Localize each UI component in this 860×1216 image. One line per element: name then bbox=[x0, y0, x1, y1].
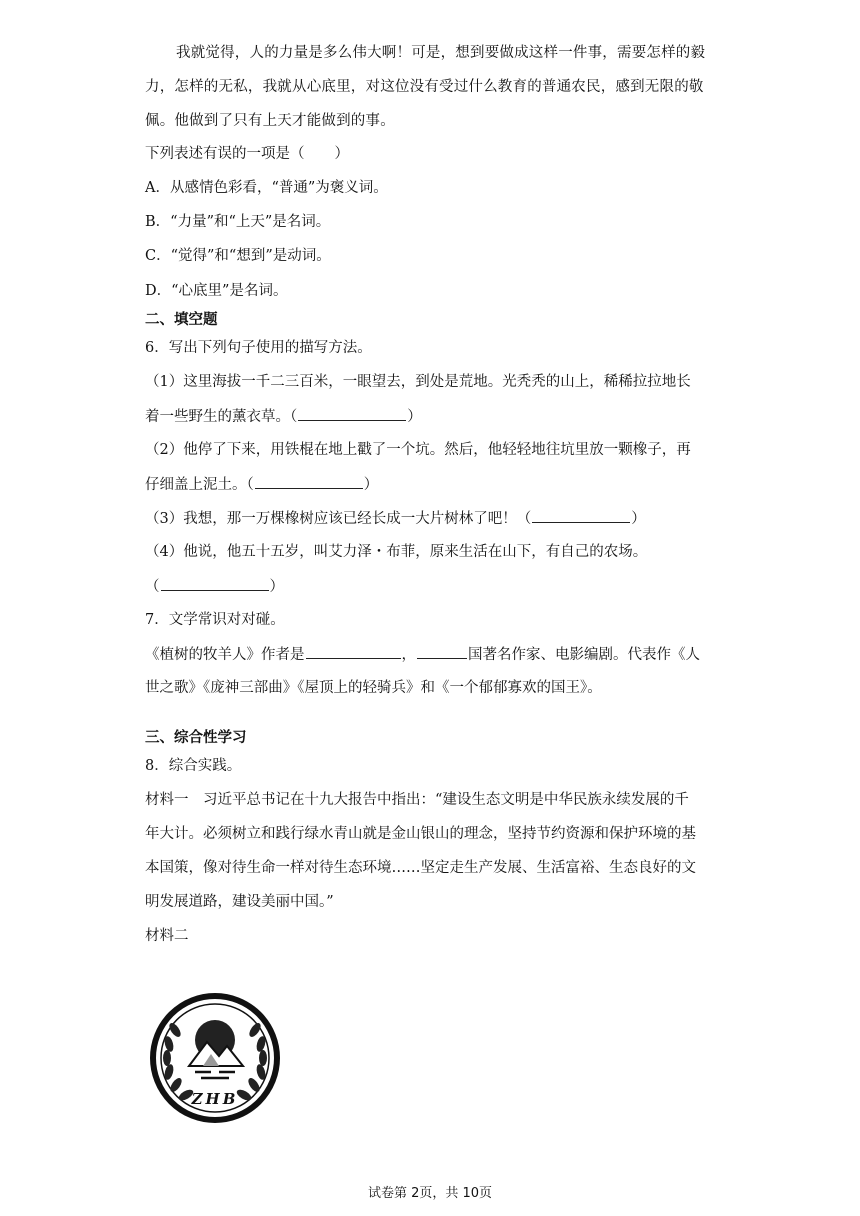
section-2-title: 二、填空题 bbox=[145, 311, 218, 328]
q6-item-3 bbox=[145, 508, 646, 529]
q6-item-4-line-2 bbox=[145, 576, 284, 597]
question-5-stem-prefix: 下列表述有误的一项是（ bbox=[145, 146, 305, 162]
answer-blank-7-author[interactable] bbox=[306, 644, 401, 659]
passage-line-2: 力，怎样的无私，我就从心底里，对这位没有受过什么教育的普通农民，感到无限的敬 bbox=[145, 79, 704, 95]
option-d: D．“心底里”是名词。 bbox=[145, 283, 288, 299]
answer-blank-6-1[interactable] bbox=[298, 406, 406, 421]
q6-item-4-open: （ bbox=[145, 579, 160, 595]
q7-line-1-a: 《植树的牧羊人》作者是 bbox=[145, 647, 305, 663]
question-6-stem: 6．写出下列句子使用的描写方法。 bbox=[145, 340, 372, 356]
answer-blank-7-country[interactable] bbox=[417, 644, 467, 659]
passage-line-1: 我就觉得，人的力量是多么伟大啊！可是，想到要做成这样一件事，需要怎样的毅 bbox=[176, 45, 706, 61]
q6-item-2-close: ） bbox=[363, 477, 379, 493]
material-1-line-4: 明发展道路，建设美丽中国。” bbox=[145, 894, 334, 910]
section-3-title: 三、综合性学习 bbox=[145, 729, 247, 746]
environmental-emblem-image bbox=[145, 990, 285, 1126]
q6-item-2-line-2-text: 仔细盖上泥土。（ bbox=[145, 477, 254, 493]
q7-line-1 bbox=[145, 644, 700, 665]
q7-line-1-c: 国著名作家、电影编剧。代表作《人 bbox=[468, 647, 700, 663]
option-a: A．从感情色彩看，“普通”为褒义词。 bbox=[145, 180, 388, 196]
material-1-line-1: 材料一 习近平总书记在十九大报告中指出：“建设生态文明是中华民族永续发展的千 bbox=[145, 792, 689, 808]
page-footer: 试卷第 2页，共 10页 bbox=[367, 1186, 493, 1201]
question-5-stem bbox=[145, 144, 349, 164]
q6-item-4-close: ） bbox=[269, 579, 284, 595]
emblem-text: ZHB bbox=[191, 1090, 239, 1108]
q6-item-3-text: （3）我想，那一万棵橡树应该已经长成一大片树林了吧！（ bbox=[145, 511, 532, 527]
q7-line-1-b: ， bbox=[401, 647, 416, 663]
question-7-stem: 7．文学常识对对碰。 bbox=[145, 612, 285, 628]
q6-item-1-line-1: （1）这里海拔一千二三百米，一眼望去，到处是荒地。光秃秃的山上，稀稀拉拉地长 bbox=[145, 374, 691, 390]
material-1-line-2: 年大计。必须树立和践行绿水青山就是金山银山的理念，坚持节约资源和保护环境的基 bbox=[145, 826, 696, 842]
option-b: B．“力量”和“上天”是名词。 bbox=[145, 214, 331, 230]
answer-blank-6-3[interactable] bbox=[532, 508, 630, 523]
q6-item-2-line-2 bbox=[145, 474, 378, 495]
q6-item-2-line-1: （2）他停了下来，用铁棍在地上戳了一个坑。然后，他轻轻地往坑里放一颗橡子，再 bbox=[145, 442, 691, 458]
answer-blank-6-4[interactable] bbox=[161, 576, 269, 591]
q6-item-1-line-2-text: 着一些野生的薰衣草。（ bbox=[145, 409, 298, 425]
q7-line-2: 世之歌》《庞神三部曲》《屋顶上的轻骑兵》和《一个郁郁寡欢的国王》。 bbox=[145, 680, 602, 696]
passage-line-3: 佩。他做到了只有上天才能做到的事。 bbox=[145, 113, 395, 129]
answer-blank-6-2[interactable] bbox=[255, 474, 363, 489]
question-8-stem: 8．综合实践。 bbox=[145, 758, 242, 774]
question-5-stem-suffix: ） bbox=[334, 146, 349, 162]
q6-item-1-line-2 bbox=[145, 406, 422, 427]
material-1-line-3: 本国策，像对待生命一样对待生态环境……坚定走生产发展、生活富裕、生态良好的文 bbox=[145, 860, 696, 876]
q6-item-3-close: ） bbox=[631, 511, 646, 527]
q6-item-4-line-1: （4）他说，他五十五岁，叫艾力泽・布菲，原来生活在山下，有自己的农场。 bbox=[145, 544, 648, 560]
option-c: C．“觉得”和“想到”是动词。 bbox=[145, 248, 331, 264]
material-2-label: 材料二 bbox=[145, 928, 189, 944]
q6-item-1-close: ） bbox=[407, 409, 422, 425]
